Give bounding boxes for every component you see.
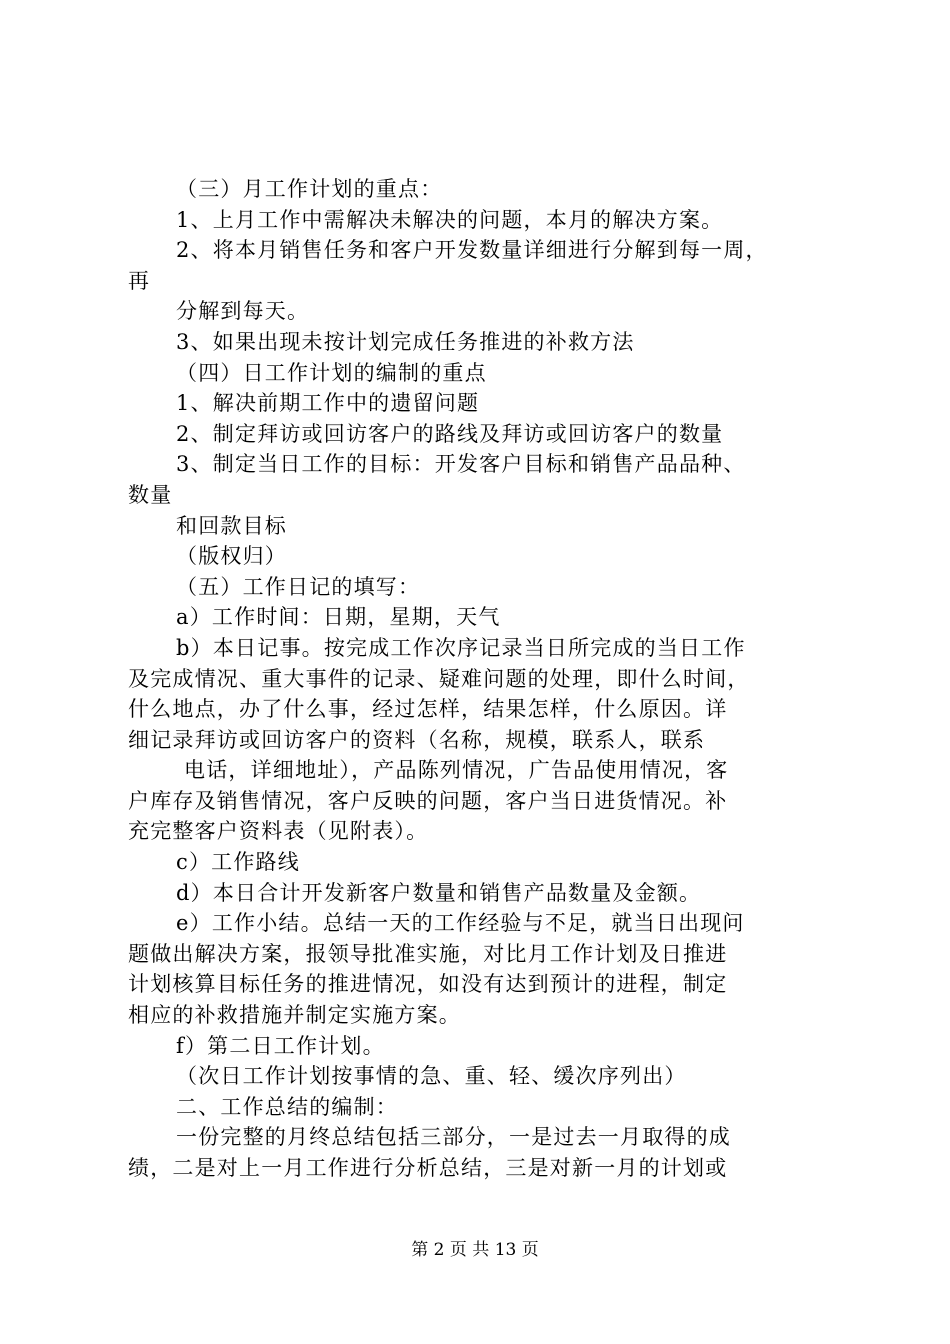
page-number-footer: 第 2 页 共 13 页: [411, 1240, 539, 1260]
paragraph-line: 2、将本月销售任务和客户开发数量详细进行分解到每一周，: [176, 238, 768, 263]
paragraph-line: b）本日记事。按完成工作次序记录当日所完成的当日工作: [176, 635, 746, 660]
paragraph-line: 题做出解决方案，报领导批准实施，对比月工作计划及日推进: [128, 941, 728, 966]
paragraph-line: 1、上月工作中需解决未解决的问题，本月的解决方案。: [176, 207, 724, 232]
paragraph-line: 分解到每天。: [176, 299, 310, 324]
section-heading-month-plan: （三）月工作计划的重点：: [176, 177, 443, 201]
paragraph-line: a）工作时间：日期，星期，天气: [176, 605, 501, 630]
paragraph-line: 2、制定拜访或回访客户的路线及拜访或回访客户的数量: [176, 421, 724, 446]
paragraph-line: 1、解决前期工作中的遗留问题: [176, 391, 480, 416]
section-heading-day-plan: （四）日工作计划的编制的重点: [176, 360, 487, 385]
paragraph-line: 电话，详细地址），产品陈列情况，广告品使用情况，客: [184, 758, 729, 783]
paragraph-line: 和回款目标: [176, 513, 287, 538]
paragraph-line: 及完成情况、重大事件的记录、疑难问题的处理，即什么时间，: [128, 666, 750, 691]
paragraph-line: f）第二日工作计划。: [176, 1033, 385, 1058]
paragraph-line: e）工作小结。总结一天的工作经验与不足，就当日出现问: [176, 911, 745, 936]
paragraph-line: d）本日合计开发新客户数量和销售产品数量及金额。: [176, 880, 702, 905]
paragraph-line: 3、制定当日工作的目标：开发客户目标和销售产品品种、: [176, 452, 746, 477]
paragraph-line: 细记录拜访或回访客户的资料（名称，规模，联系人，联系: [128, 727, 706, 752]
paragraph-line: 再: [128, 268, 151, 293]
paragraph-line: 什么地点，办了什么事，经过怎样，结果怎样，什么原因。详: [128, 697, 728, 722]
paragraph-line: 绩，二是对上一月工作进行分析总结，三是对新一月的计划或: [128, 1156, 728, 1180]
paragraph-line: 3、如果出现未按计划完成任务推进的补救方法: [176, 329, 635, 354]
paragraph-line: 计划核算目标任务的推进情况，如没有达到预计的进程，制定: [128, 972, 728, 997]
paragraph-line: 充完整客户资料表（见附表）。: [128, 819, 429, 844]
section-heading-summary: 二、工作总结的编制：: [176, 1094, 398, 1119]
paragraph-line: （次日工作计划按事情的急、重、轻、缓次序列出）: [176, 1064, 687, 1089]
paragraph-line: c）工作路线: [176, 850, 300, 875]
paragraph-line: 相应的补救措施并制定实施方案。: [128, 1003, 461, 1028]
paragraph-line: 户库存及销售情况，客户反映的问题，客户当日进货情况。补: [128, 788, 728, 813]
document-body: [128, 174, 838, 1184]
section-heading-work-diary: （五）工作日记的填写：: [176, 574, 421, 599]
paragraph-line: 数量: [128, 482, 173, 507]
paragraph-line: 一份完整的月终总结包括三部分，一是过去一月取得的成: [176, 1125, 731, 1150]
paragraph-line: （版权归）: [176, 544, 287, 569]
